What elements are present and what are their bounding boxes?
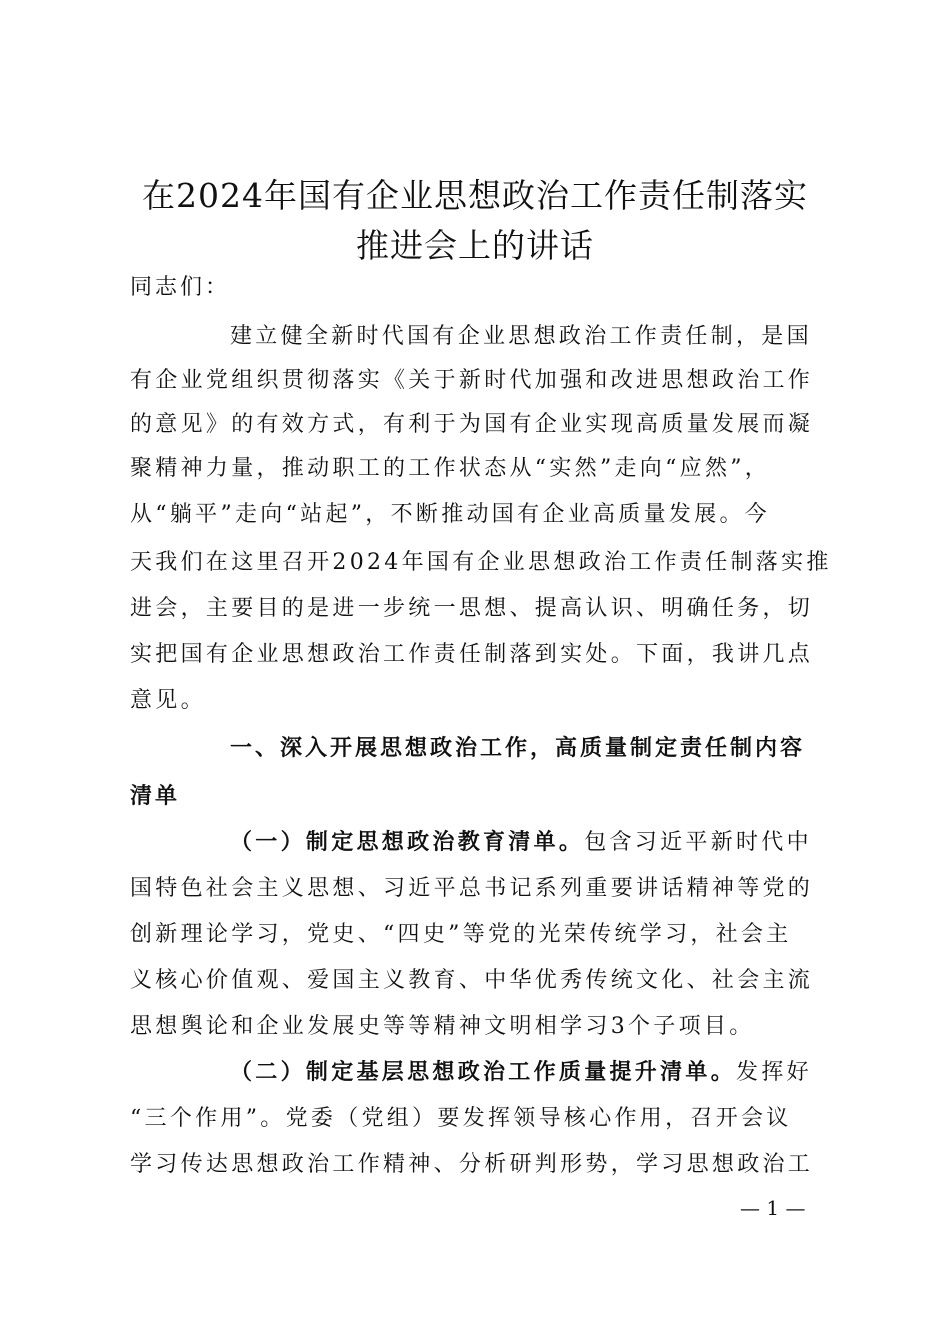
intro-line: 实把国有企业思想政治工作责任制落到实处。下面，我讲几点	[130, 642, 814, 667]
item-1-line: 思想舆论和企业发展史等等精神文明相学习3个子项目。	[130, 1014, 755, 1039]
item-1-line: 义核心价值观、爱国主义教育、中华优秀传统文化、社会主流	[130, 968, 814, 993]
item-1-heading: （一）制定思想政治教育清单。	[230, 830, 585, 855]
page-number: — 1 —	[740, 1196, 806, 1220]
item-2-line: 学习传达思想政治工作精神、分析研判形势，学习思想政治工	[130, 1152, 814, 1177]
salutation: 同志们：	[130, 275, 231, 300]
intro-line: 天我们在这里召开2024年国有企业思想政治工作责任制落实推	[130, 550, 832, 575]
document-title-line-2: 推进会上的讲话	[356, 226, 594, 265]
intro-line: 聚精神力量，推动职工的工作状态从“实然”走向“应然”，	[130, 456, 771, 481]
item-2-first-line	[230, 1058, 830, 1088]
item-2-heading: （二）制定基层思想政治工作质量提升清单。	[230, 1060, 737, 1085]
intro-line: 进会，主要目的是进一步统一思想、提高认识、明确任务，切	[130, 596, 814, 621]
intro-line: 有企业党组织贯彻落实《关于新时代加强和改进思想政治工作	[130, 368, 814, 393]
item-1-line: 国特色社会主义思想、习近平总书记系列重要讲话精神等党的	[130, 876, 814, 901]
item-2-text: 发挥好	[736, 1060, 812, 1085]
item-1-line: 创新理论学习，党史、“四史”等党的光荣传统学习，社会主	[130, 922, 792, 947]
intro-line: 意见。	[130, 688, 206, 713]
item-1-text: 包含习近平新时代中	[584, 830, 812, 855]
document-title-line-1: 在2024年国有企业思想政治工作责任制落实	[142, 176, 808, 215]
item-2-line: “三个作用”。党委（党组）要发挥领导核心作用，召开会议	[130, 1106, 792, 1131]
intro-line: 建立健全新时代国有企业思想政治工作责任制，是国	[230, 324, 812, 349]
intro-line: 从“躺平”走向“站起”，不断推动国有企业高质量发展。今	[130, 502, 771, 527]
section-heading-line-2: 清单	[130, 784, 181, 809]
intro-line: 的意见》的有效方式，有利于为国有企业实现高质量发展而凝	[130, 412, 814, 437]
section-heading-line-1: 一、深入开展思想政治工作，高质量制定责任制内容	[230, 736, 806, 761]
item-1-first-line	[230, 828, 830, 858]
